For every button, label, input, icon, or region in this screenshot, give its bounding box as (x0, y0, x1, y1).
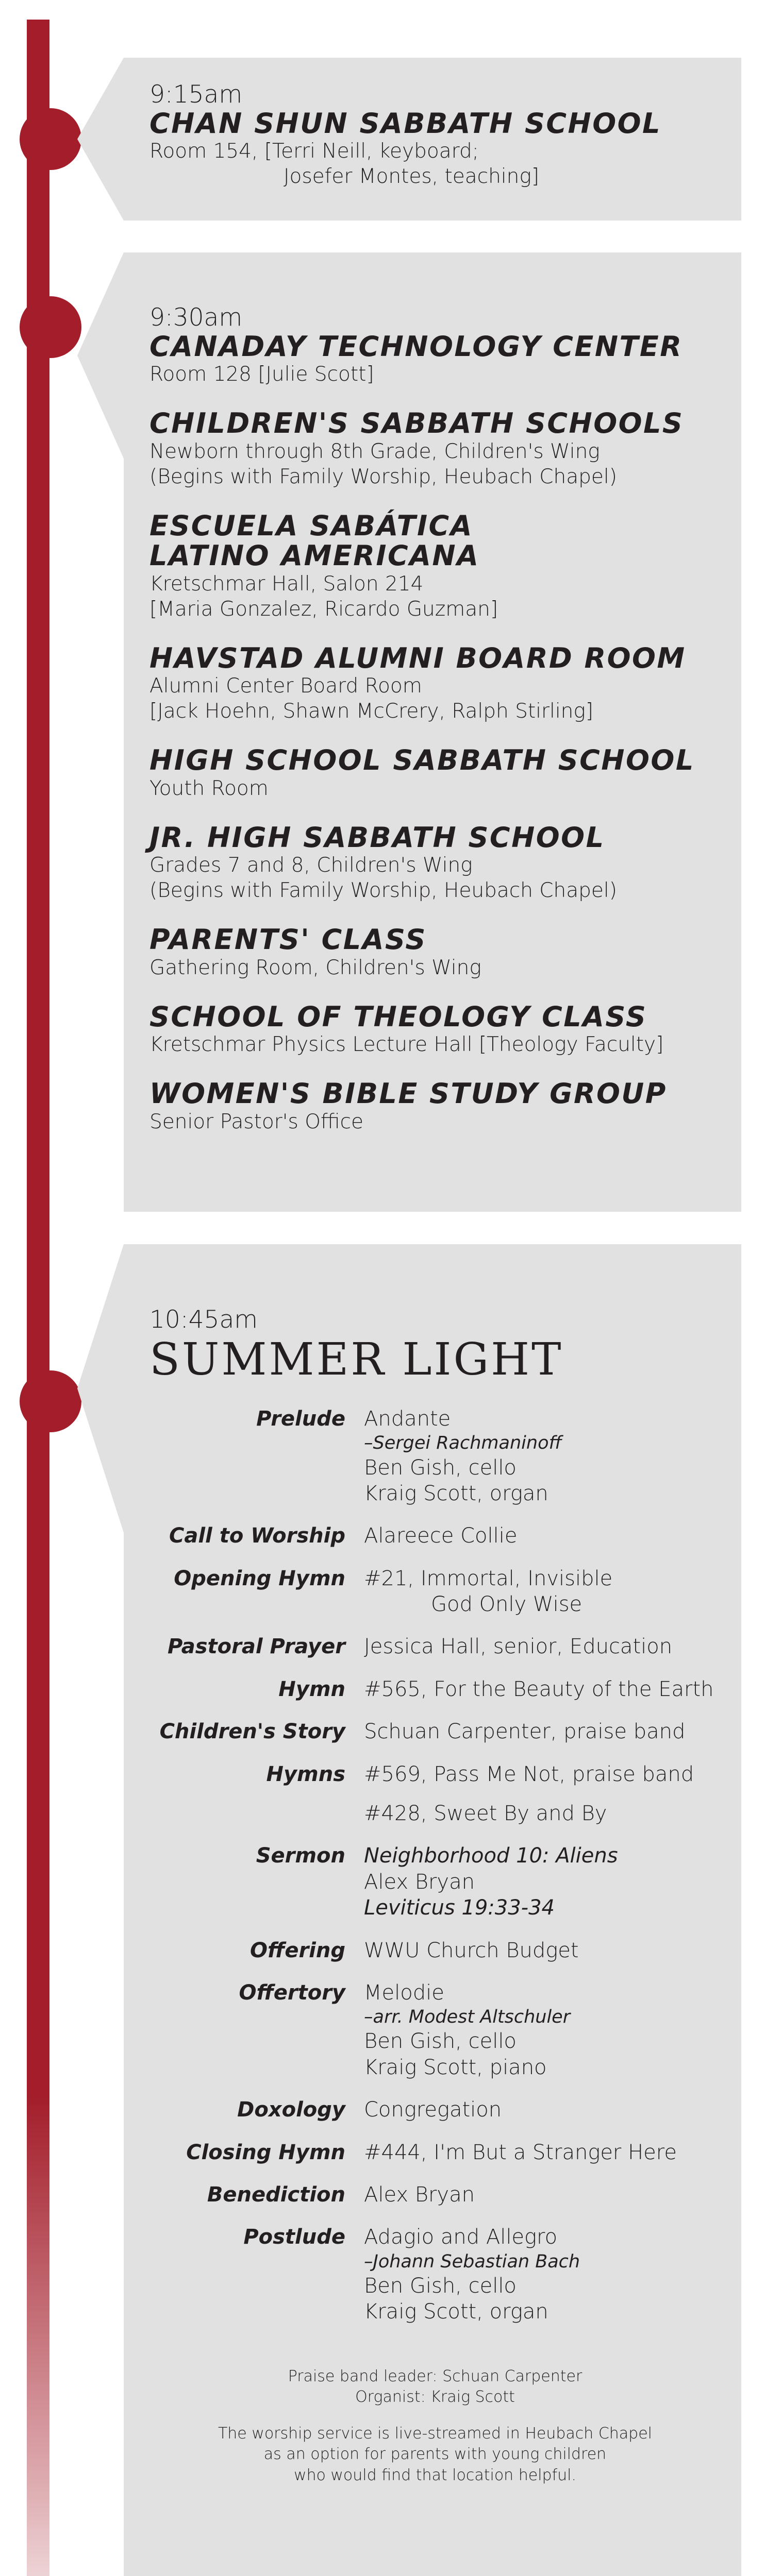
sabbath-school-item: PARENTS' CLASS Gathering Room, Children's Wing (149, 923, 481, 979)
sabbath-school-item: HAVSTAD ALUMNI BOARD ROOM Alumni Center Board Room [Jack Hoehn, Shawn McCrery, Ralph Stirling] (149, 641, 686, 723)
order-row-prelude: Prelude Andante –Sergei Rachmaninoff Ben Gish, cello Kraig Scott, organ (256, 1407, 562, 1505)
time-label: 10:45am (149, 1306, 258, 1334)
order-row-offering: Offering WWU Church Budget (250, 1938, 579, 1962)
order-row-sermon: Sermon Neighborhood 10: Aliens Alex Bryan Leviticus 19:33-34 (256, 1844, 618, 1920)
card-notch-1 (77, 58, 124, 221)
card-notch-2 (77, 252, 124, 459)
schedule-card-930 (124, 252, 741, 1212)
order-row-opening-hymn: Opening Hymn #21, Immortal, Invisible God Only Wise (174, 1566, 613, 1617)
schedule-card-915 (124, 58, 741, 221)
order-row-closing-hymn: Closing Hymn #444, I'm But a Stranger Here (186, 2140, 677, 2164)
order-row-benediction: Benediction Alex Bryan (207, 2183, 475, 2207)
card-notch-3 (77, 1244, 124, 1533)
sabbath-school-item: HIGH SCHOOL SABBATH SCHOOL Youth Room (149, 744, 695, 800)
order-row-doxology: Doxology Congregation (237, 2098, 502, 2122)
timeline-dot-3 (20, 1370, 81, 1432)
order-row-postlude: Postlude Adagio and Allegro –Johann Sebastian Bach Ben Gish, cello Kraig Scott, organ (243, 2225, 580, 2324)
order-row-hymn: Hymn #565, For the Beauty of the Earth (278, 1677, 714, 1701)
sabbath-school-item: JR. HIGH SABBATH SCHOOL Grades 7 and 8, Children's Wing (Begins with Family Worship, Heubach Chapel) (149, 821, 617, 903)
livestream-note: The worship service is live-streamed in Heubach Chapel as an option for parents with young children who would find that location helpful. (218, 2424, 653, 2484)
order-row-call: Call to Worship Alareece Collie (169, 1524, 518, 1548)
timeline-dot-2 (20, 296, 81, 358)
order-row-offertory: Offertory Melodie –arr. Modest Altschuler Ben Gish, cello Kraig Scott, piano (239, 1981, 571, 2079)
sabbath-school-item: WOMEN'S BIBLE STUDY GROUP Senior Pastor's Office (149, 1077, 667, 1133)
sabbath-school-item: CHILDREN'S SABBATH SCHOOLS Newborn through 8th Grade, Children's Wing (Begins with Family Worship, Heubach Chapel) (149, 407, 684, 488)
timeline-dot-1 (20, 108, 81, 170)
sabbath-school-item: SCHOOL OF THEOLOGY CLASS Kretschmar Physics Lecture Hall [Theology Faculty] (149, 1000, 664, 1057)
section-details: Room 154, [Terri Neill, keyboard; Josefer Montes, teaching] (149, 140, 539, 189)
section-title: CHAN SHUN SABBATH SCHOOL (149, 107, 661, 140)
order-row-prayer: Pastoral Prayer Jessica Hall, senior, Education (167, 1635, 673, 1659)
timeline-bar (27, 20, 49, 2576)
service-credits: Praise band leader: Schuan Carpenter Organist: Kraig Scott (288, 2367, 583, 2406)
order-row-hymns: Hymns #569, Pass Me Not, praise band #428, Sweet By and By (266, 1762, 694, 1826)
time-label: 9:15am (149, 80, 243, 109)
worship-service-card (124, 1244, 741, 2576)
time-label: 9:30am (149, 303, 243, 332)
sabbath-school-item: ESCUELA SABÁTICA LATINO AMERICANA Kretschmar Hall, Salon 214 [Maria Gonzalez, Ricardo Guzman] (149, 510, 498, 621)
sabbath-school-item: CANADAY TECHNOLOGY CENTER Room 128 [Julie Scott] (149, 330, 683, 386)
order-row-childrens-story: Children's Story Schuan Carpenter, praise band (159, 1720, 686, 1744)
service-title: SUMMER LIGHT (149, 1334, 563, 1386)
